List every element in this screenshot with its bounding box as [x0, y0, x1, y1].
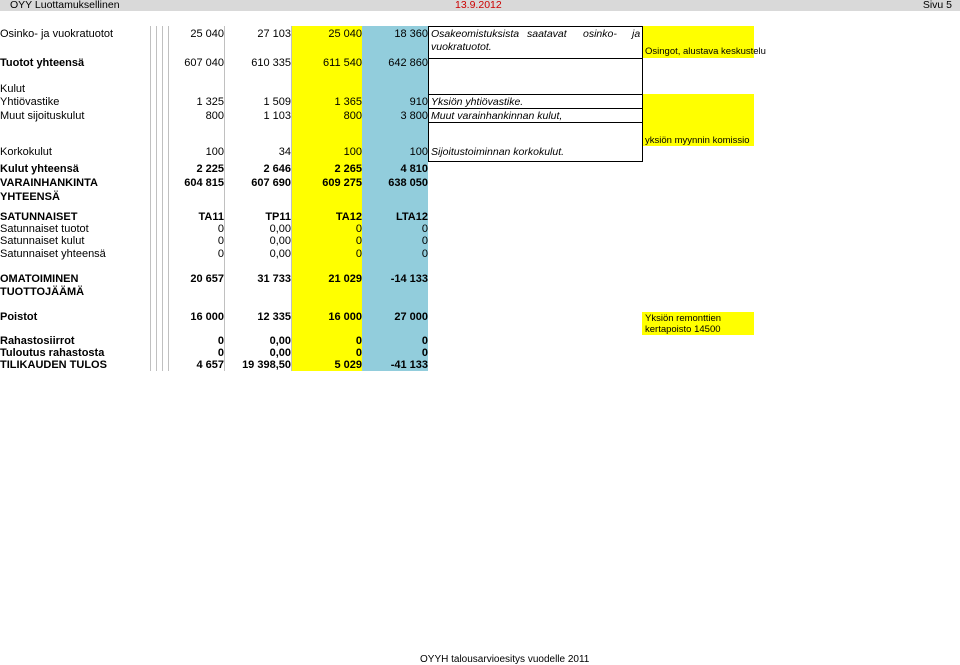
row-label-rahastosiirrot: Rahastosiirrot — [0, 335, 75, 347]
cell-ta12: 0 — [355, 335, 362, 347]
notes-border-top — [428, 26, 643, 27]
cell-ta12: 0 — [355, 235, 362, 247]
cell-tp11: 0,00 — [269, 335, 291, 347]
page-header — [0, 0, 960, 11]
cell-ta11: 607 040 — [184, 57, 224, 69]
column-header-tp11: TP11 — [265, 211, 291, 223]
notes-divider — [428, 94, 643, 95]
row-label-omatoiminen: OMATOIMINEN — [0, 273, 79, 285]
cell-ta12: 25 040 — [328, 28, 362, 40]
row-label-yhteensa: YHTEENSÄ — [0, 191, 60, 203]
row-label-osinko: Osinko- ja vuokratuotot — [0, 28, 114, 40]
column-header-lta12: LTA12 — [396, 211, 428, 223]
note-yhtiovastike: Yksiön yhtiövastike. — [431, 96, 524, 108]
cell-lta12: 18 360 — [394, 28, 428, 40]
cell-lta12: 0 — [421, 248, 428, 260]
row-label-varainhankinta: VARAINHANKINTA — [0, 177, 98, 189]
cell-lta12: 638 050 — [388, 177, 428, 189]
notes-border-bottom — [428, 161, 643, 162]
cell-tp11: 607 690 — [251, 177, 291, 189]
cell-ta11: 100 — [205, 146, 224, 158]
row-label-satunnaiset: SATUNNAISET — [0, 211, 78, 223]
cell-lta12: -41 133 — [390, 359, 428, 371]
side-note-remontti: kertapoisto 14500 — [645, 324, 721, 335]
page-number: Sivu 5 — [922, 0, 952, 11]
row-label-satunnaiset-tuotot: Satunnaiset tuotot — [0, 223, 89, 235]
cell-ta11: 1 325 — [196, 96, 224, 108]
notes-divider — [428, 108, 643, 109]
cell-ta11: 604 815 — [184, 177, 224, 189]
cell-ta11: 800 — [205, 110, 224, 122]
note-osinko-part: vuokratuotot. — [431, 41, 492, 53]
row-label-yhtiovastike: Yhtiövastike — [0, 96, 60, 108]
side-note-komissio: yksiön myynnin komissio — [645, 135, 750, 146]
row-label-tuottojaama: TUOTTOJÄÄMÄ — [0, 286, 85, 298]
cell-ta12: 0 — [355, 223, 362, 235]
cell-tp11: 0,00 — [269, 248, 291, 260]
cell-lta12: 27 000 — [394, 311, 428, 323]
cell-lta12: 0 — [421, 223, 428, 235]
cell-lta12: 642 860 — [388, 57, 428, 69]
cell-ta11: 0 — [217, 335, 224, 347]
row-label-tilikauden-tulos: TILIKAUDEN TULOS — [0, 359, 107, 371]
cell-tp11: 31 733 — [257, 273, 291, 285]
cell-lta12: 3 800 — [400, 110, 428, 122]
side-note-osingot: Osingot, alustava keskustelu — [645, 46, 766, 57]
cell-tp11: 0,00 — [269, 235, 291, 247]
cell-tp11: 12 335 — [257, 311, 291, 323]
row-label-kulut-yhteensa: Kulut yhteensä — [0, 163, 79, 175]
confidential-label: OYY Luottamuksellinen — [10, 0, 120, 11]
cell-tp11: 1 509 — [263, 96, 291, 108]
cell-tp11: 27 103 — [257, 28, 291, 40]
cell-lta12: 0 — [421, 235, 428, 247]
notes-divider — [428, 58, 643, 59]
side-note-remontti: Yksiön remonttien — [645, 313, 722, 324]
cell-tp11: 19 398,50 — [242, 359, 291, 371]
cell-lta12: 4 810 — [400, 163, 428, 175]
header-date: 13.9.2012 — [455, 0, 502, 11]
cell-tp11: 2 646 — [263, 163, 291, 175]
cell-ta11: 25 040 — [190, 28, 224, 40]
row-label-muut-sijoituskulut: Muut sijoituskulut — [0, 110, 85, 122]
cell-lta12: -14 133 — [390, 273, 428, 285]
cell-ta12: 2 265 — [334, 163, 362, 175]
column-header-ta11: TA11 — [198, 211, 224, 223]
row-label-tuotot-yhteensa: Tuotot yhteensä — [0, 57, 85, 69]
note-osinko-part: ja — [632, 28, 641, 40]
row-label-tuloutus-rahastosta: Tuloutus rahastosta — [0, 347, 105, 359]
note-osinko-part: osinko- — [583, 28, 617, 40]
cell-ta12: 800 — [343, 110, 362, 122]
cell-tp11: 0,00 — [269, 223, 291, 235]
cell-ta12: 611 540 — [323, 57, 362, 69]
notes-divider — [428, 122, 643, 123]
cell-ta12: 609 275 — [322, 177, 362, 189]
cell-tp11: 1 103 — [263, 110, 291, 122]
cell-ta11: 4 657 — [196, 359, 224, 371]
cell-lta12: 100 — [409, 146, 428, 158]
row-label-poistot: Poistot — [0, 311, 38, 323]
page-footer: OYYH talousarvioesitys vuodelle 2011 — [420, 654, 590, 665]
cell-tp11: 34 — [278, 146, 291, 158]
note-korkokulut: Sijoitustoiminnan korkokulut. — [431, 146, 565, 158]
note-muut-kulut: Muut varainhankinnan kulut, — [431, 110, 563, 122]
cell-lta12: 910 — [409, 96, 428, 108]
cell-ta12: 16 000 — [328, 311, 362, 323]
row-label-satunnaiset-kulut: Satunnaiset kulut — [0, 235, 85, 247]
row-label-korkokulut: Korkokulut — [0, 146, 52, 158]
row-label-kulut: Kulut — [0, 83, 26, 95]
cell-ta11: 2 225 — [196, 163, 224, 175]
row-label-satunnaiset-yhteensa: Satunnaiset yhteensä — [0, 248, 106, 260]
cell-ta11: 16 000 — [190, 311, 224, 323]
cell-ta12: 21 029 — [328, 273, 362, 285]
column-header-ta12: TA12 — [335, 211, 362, 223]
cell-tp11: 610 335 — [251, 57, 291, 69]
cell-ta12: 0 — [355, 248, 362, 260]
note-osinko-part: Osakeomistuksista — [431, 28, 520, 40]
cell-ta12: 1 365 — [334, 96, 362, 108]
cell-ta11: 0 — [217, 248, 224, 260]
cell-ta12: 5 029 — [334, 359, 362, 371]
cell-ta11: 0 — [217, 223, 224, 235]
note-osinko-part: saatavat — [527, 28, 567, 40]
cell-ta11: 0 — [217, 347, 224, 359]
cell-ta11: 0 — [217, 235, 224, 247]
cell-lta12: 0 — [421, 335, 428, 347]
cell-ta12: 0 — [355, 347, 362, 359]
cell-ta11: 20 657 — [190, 273, 224, 285]
cell-lta12: 0 — [421, 347, 428, 359]
cell-ta12: 100 — [343, 146, 362, 158]
cell-tp11: 0,00 — [269, 347, 291, 359]
